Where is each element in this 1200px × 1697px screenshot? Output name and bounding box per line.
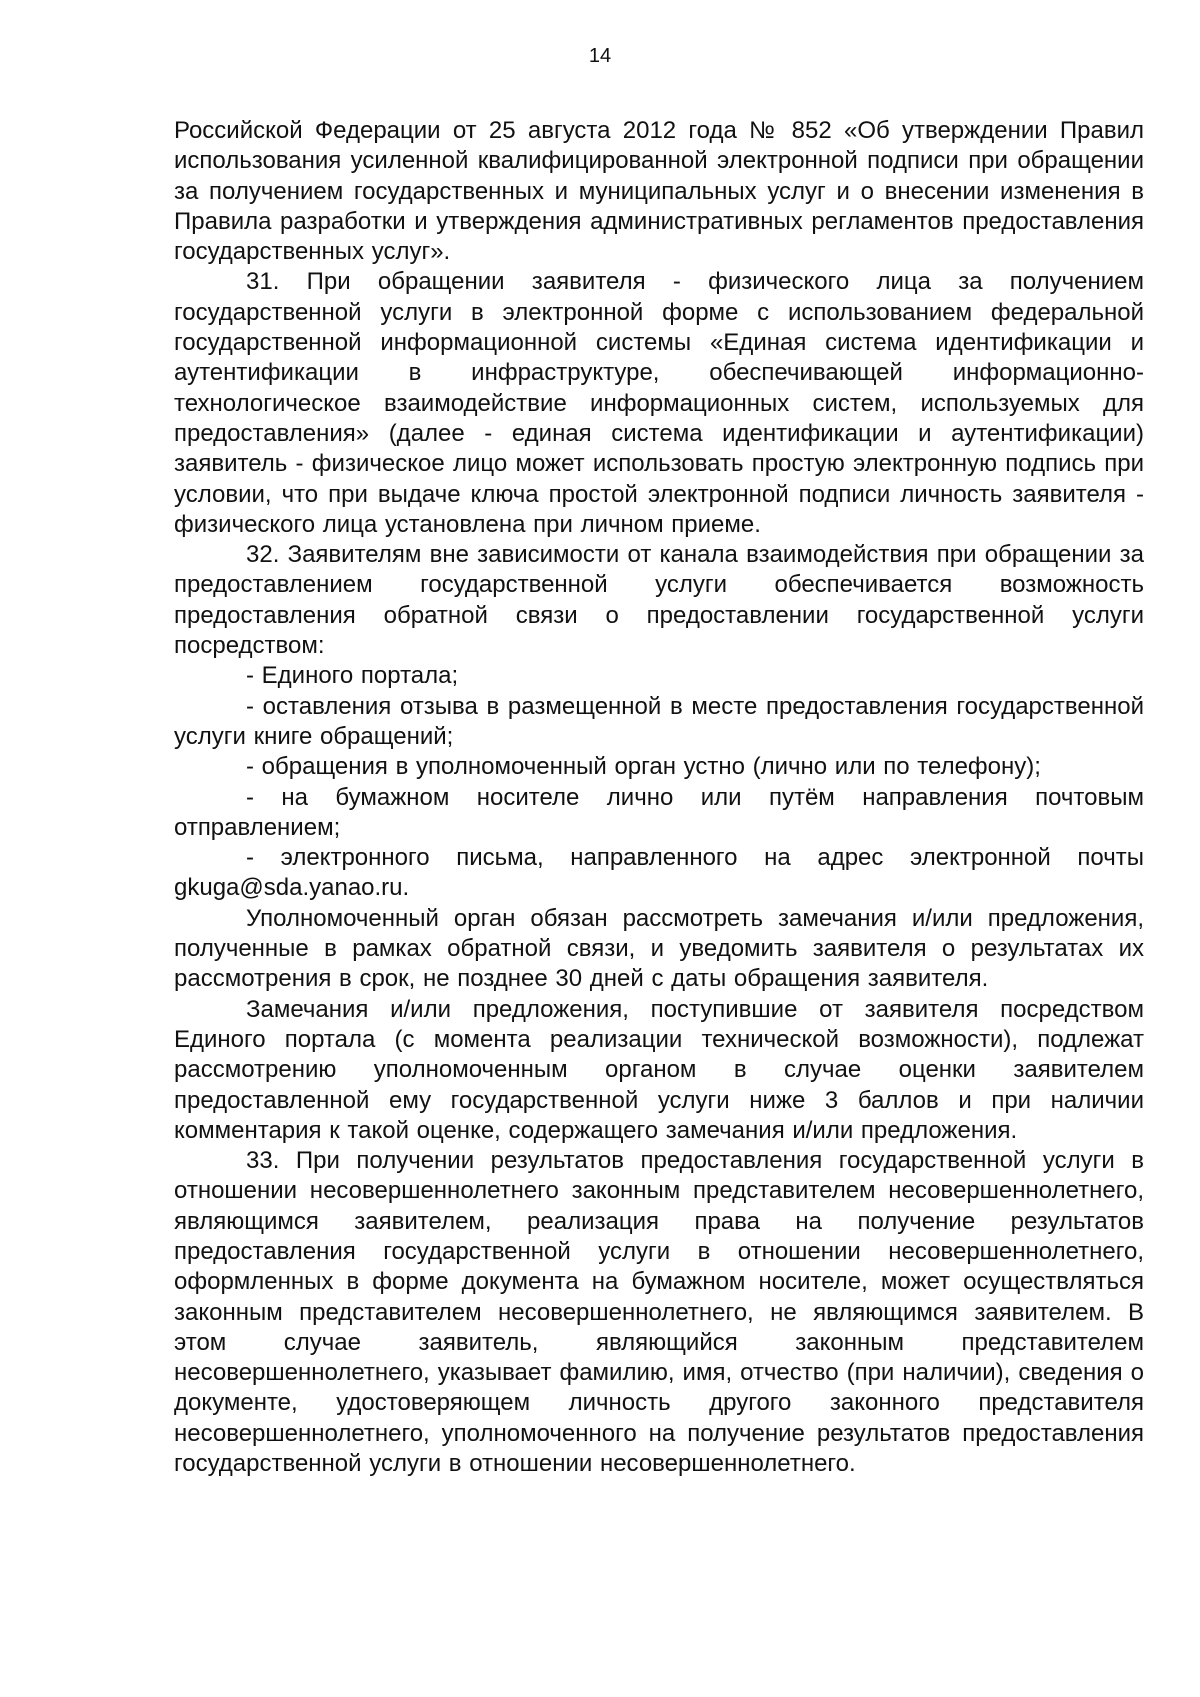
paragraph-review-obligation: Уполномоченный орган обязан рассмотреть замечания и/или предложения, полученные в рамках обратной связи, и уведомить заявителя о результатах их рассмотрения в срок, не позднее 30 дней с даты обращения заявителя. (174, 904, 1144, 993)
paragraph-31: 31. При обращении заявителя - физического лица за получением государственной услуги в электронной форме с использованием федеральной государственной информационной системы «Единая система идентификации и аутентификации в инфраструктуре, обеспечивающей информационно-технологическое взаимодействие информационных систем, используемых для предоставления» (далее - единая система идентификации и аутентификации) заявитель - физическое лицо может использовать простую электронную подпись при условии, что при выдаче ключа простой электронной подписи личность заявителя - физического лица установлена при личном приеме. (174, 268, 1144, 538)
list-item-email: - электронного письма, направленного на адрес электронной почты gkuga@sda.yanao.ru. (174, 844, 1144, 902)
paragraph-continuation: Российской Федерации от 25 августа 2012 года № 852 «Об утверждении Правил использования усиленной квалифицированной электронной подписи при обращении за получением государственных и муниципальных услуг и о внесении изменения в Правила разработки и утверждения административных регламентов предоставления государственных услуг». (174, 117, 1144, 266)
list-item-oral-appeal: - обращения в уполномоченный орган устно (лично или по телефону); (246, 753, 1041, 781)
document-body (174, 116, 1144, 1479)
paragraph-32: 32. Заявителям вне зависимости от канала взаимодействия при обращении за предоставлением государственной услуги обеспечивается возможность предоставления обратной связи о предоставлении государственной услуги посредством: (174, 541, 1144, 660)
list-item-feedback-book: - оставления отзыва в размещенной в месте предоставления государственной услуги книге обращений; (174, 692, 1144, 750)
page-number: 14 (588, 45, 612, 67)
paragraph-portal-remarks: Замечания и/или предложения, поступившие от заявителя посредством Единого портала (с момента реализации технической возможности), подлежат рассмотрению уполномоченным органом в случае оценки заявителем предоставленной ему государственной услуги ниже 3 баллов и при наличии комментария к такой оценке, содержащего замечания и/или предложения. (174, 995, 1144, 1144)
list-item-paper: - на бумажном носителе лично или путём направления почтовым отправлением; (174, 783, 1144, 841)
paragraph-33: 33. При получении результатов предоставления государственной услуги в отношении несовершеннолетнего законным представителем несовершеннолетнего, являющимся заявителем, реализация права на получение результатов предоставления государственной услуги в отношении несовершеннолетнего, оформленных в форме документа на бумажном носителе, может осуществляться законным представителем несовершеннолетнего, не являющимся заявителем. В этом случае заявитель, являющийся законным представителем несовершеннолетнего, указывает фамилию, имя, отчество (при наличии), сведения о документе, удостоверяющем личность другого законного представителя несовершеннолетнего, уполномоченного на получение результатов предоставления государственной услуги в отношении несовершеннолетнего. (174, 1147, 1144, 1478)
list-item-portal: - Единого портала; (246, 662, 459, 690)
